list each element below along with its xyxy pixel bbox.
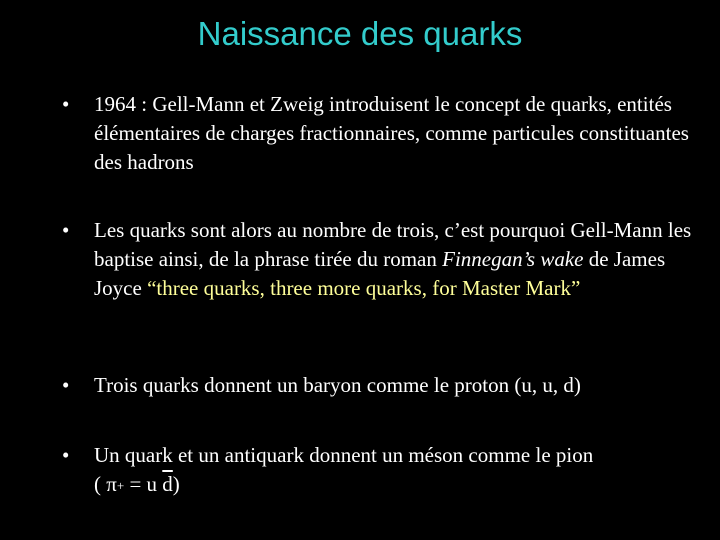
- slide-title: Naissance des quarks: [197, 15, 523, 52]
- bullet-text-part: de James Joyce: [94, 247, 666, 300]
- pion-formula: [94, 472, 180, 496]
- bullet-dot: •: [62, 443, 70, 467]
- bullet-text: 1964 : Gell‑Mann et Zweig introduisent le concept de quarks, entités élémentaires de charges fractionnaires, comme particules constituantes des hadrons: [94, 92, 689, 174]
- bullet-dot: •: [62, 218, 70, 242]
- bullet-dot: •: [62, 92, 70, 116]
- joyce-quote: “three quarks, three more quarks, for Master Mark”: [147, 276, 581, 300]
- book-title: Finnegan’s wake: [442, 247, 584, 271]
- bullet-dot: •: [62, 373, 70, 397]
- formula-equals: = u: [124, 472, 163, 496]
- bullet-text: [94, 216, 694, 303]
- charge-superscript: +: [116, 478, 125, 493]
- pi-symbol: π: [106, 472, 117, 496]
- bullet-text-part: Un quark et un antiquark donnent un méson comme le pion: [94, 443, 594, 467]
- anti-d-quark: $\overline{d}$: [162, 472, 173, 496]
- formula-paren: (: [94, 472, 107, 496]
- formula-paren: ): [172, 472, 180, 496]
- bullet-text-part: Les quarks sont alors au nombre de trois, c’est pourquoi Gell‑Mann les baptise ainsi, de la phrase tirée du roman: [94, 218, 692, 271]
- bullet-text: [94, 441, 694, 499]
- bullet-text: Trois quarks donnent un baryon comme le proton (u, u, d): [94, 373, 581, 397]
